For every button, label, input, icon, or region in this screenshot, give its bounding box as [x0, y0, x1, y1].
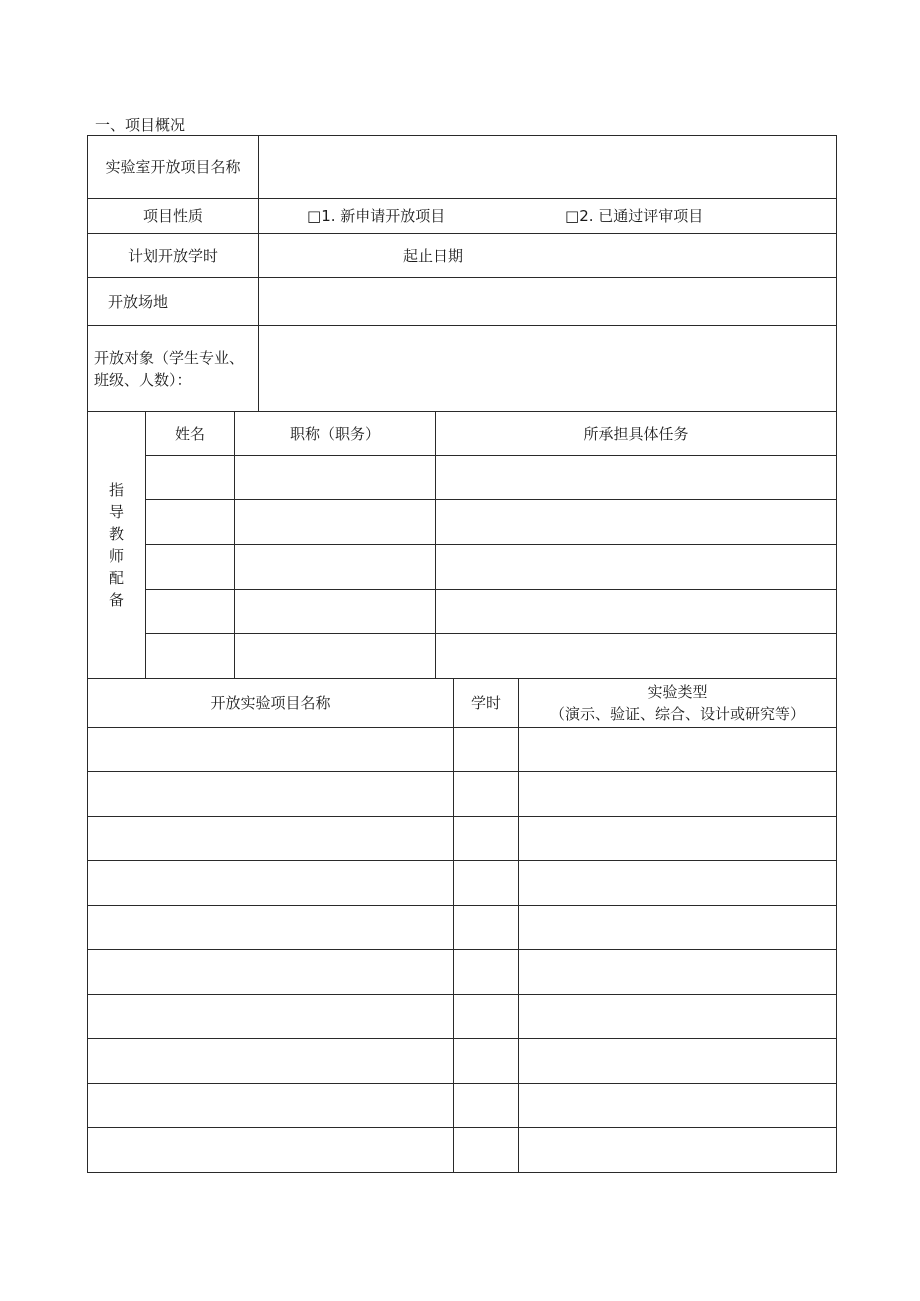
- teacher-task-cell[interactable]: [436, 500, 837, 545]
- teacher-name-cell[interactable]: [146, 500, 235, 545]
- teacher-header-task: 所承担具体任务: [436, 412, 837, 456]
- experiment-hours-cell[interactable]: [454, 728, 519, 772]
- project-nature-options: [259, 199, 837, 234]
- experiment-name-cell[interactable]: [88, 1084, 454, 1128]
- table-row: [88, 1084, 837, 1128]
- experiment-hours-cell[interactable]: [454, 772, 519, 817]
- experiment-hours-cell[interactable]: [454, 995, 519, 1039]
- experiment-hours-cell[interactable]: [454, 1084, 519, 1128]
- experiment-header-type-title: 实验类型: [647, 683, 708, 701]
- table-row: [88, 1128, 837, 1173]
- experiment-hours-cell[interactable]: [454, 1128, 519, 1173]
- project-name-field[interactable]: [259, 136, 837, 199]
- teacher-header-name: 姓名: [146, 412, 235, 456]
- target-field[interactable]: [259, 326, 837, 412]
- experiment-hours-cell[interactable]: [454, 1039, 519, 1084]
- teacher-task-cell[interactable]: [436, 634, 837, 679]
- project-nature-label: 项目性质: [88, 199, 259, 234]
- table-row: [88, 634, 837, 679]
- teacher-name-cell[interactable]: [146, 590, 235, 634]
- experiment-name-cell[interactable]: [88, 950, 454, 995]
- experiment-name-cell[interactable]: [88, 906, 454, 950]
- experiment-name-cell[interactable]: [88, 728, 454, 772]
- experiment-type-cell[interactable]: [519, 906, 837, 950]
- teacher-title-cell[interactable]: [235, 545, 436, 590]
- project-nature-row: [88, 199, 837, 234]
- target-label: 开放对象（学生专业、班级、人数）：: [88, 326, 259, 412]
- venue-label: 开放场地: [88, 278, 259, 326]
- table-row: [88, 590, 837, 634]
- teacher-name-cell[interactable]: [146, 456, 235, 500]
- experiment-type-cell[interactable]: [519, 1084, 837, 1128]
- experiment-type-cell[interactable]: [519, 950, 837, 995]
- project-name-label: 实验室开放项目名称: [88, 136, 259, 199]
- experiment-type-cell[interactable]: [519, 995, 837, 1039]
- table-row: [88, 545, 837, 590]
- experiment-type-cell[interactable]: [519, 772, 837, 817]
- teacher-name-cell[interactable]: [146, 545, 235, 590]
- experiment-name-cell[interactable]: [88, 861, 454, 906]
- experiment-name-cell[interactable]: [88, 995, 454, 1039]
- section-title: 一、项目概况: [95, 116, 186, 134]
- project-name-row: [88, 136, 837, 199]
- table-row: [88, 772, 837, 817]
- table-row: [88, 950, 837, 995]
- experiment-header-type: [519, 679, 837, 728]
- experiment-type-cell[interactable]: [519, 1039, 837, 1084]
- experiments-header-row: [88, 679, 837, 728]
- teacher-header-title: 职称（职务）: [235, 412, 436, 456]
- experiment-hours-cell[interactable]: [454, 817, 519, 861]
- experiment-header-name: 开放实验项目名称: [88, 679, 454, 728]
- teacher-task-cell[interactable]: [436, 545, 837, 590]
- experiment-name-cell[interactable]: [88, 1039, 454, 1084]
- teacher-title-cell[interactable]: [235, 634, 436, 679]
- nature-option-reviewed[interactable]: □2. 已通过评审项目: [565, 207, 704, 225]
- experiment-hours-cell[interactable]: [454, 861, 519, 906]
- teacher-title-cell[interactable]: [235, 500, 436, 545]
- teacher-task-cell[interactable]: [436, 590, 837, 634]
- experiment-type-cell[interactable]: [519, 817, 837, 861]
- teacher-title-cell[interactable]: [235, 590, 436, 634]
- table-row: [88, 500, 837, 545]
- table-row: [88, 817, 837, 861]
- experiment-header-hours: 学时: [454, 679, 519, 728]
- venue-row: [88, 278, 837, 326]
- target-row: [88, 326, 837, 412]
- planned-hours-label: 计划开放学时: [88, 234, 259, 278]
- nature-option-new[interactable]: □1. 新申请开放项目: [307, 207, 446, 225]
- table-row: [88, 728, 837, 772]
- table-row: [88, 995, 837, 1039]
- experiments-table: [87, 678, 837, 1173]
- overview-table: [87, 135, 837, 679]
- teacher-name-cell[interactable]: [146, 634, 235, 679]
- experiment-name-cell[interactable]: [88, 772, 454, 817]
- experiment-name-cell[interactable]: [88, 817, 454, 861]
- experiment-type-cell[interactable]: [519, 861, 837, 906]
- table-row: [88, 906, 837, 950]
- table-row: [88, 861, 837, 906]
- teacher-group-label: 指 导 教 师 配 备: [88, 412, 146, 679]
- experiment-hours-cell[interactable]: [454, 906, 519, 950]
- teacher-header-row: [88, 412, 837, 456]
- venue-field[interactable]: [259, 278, 837, 326]
- experiment-header-type-hint: （演示、验证、综合、设计或研究等）: [549, 705, 805, 723]
- experiment-name-cell[interactable]: [88, 1128, 454, 1173]
- experiment-hours-cell[interactable]: [454, 950, 519, 995]
- planned-hours-row: [88, 234, 837, 278]
- experiment-type-cell[interactable]: [519, 728, 837, 772]
- table-row: [88, 1039, 837, 1084]
- teacher-task-cell[interactable]: [436, 456, 837, 500]
- table-row: [88, 456, 837, 500]
- experiment-type-cell[interactable]: [519, 1128, 837, 1173]
- date-range-label: 起止日期: [259, 234, 837, 278]
- teacher-title-cell[interactable]: [235, 456, 436, 500]
